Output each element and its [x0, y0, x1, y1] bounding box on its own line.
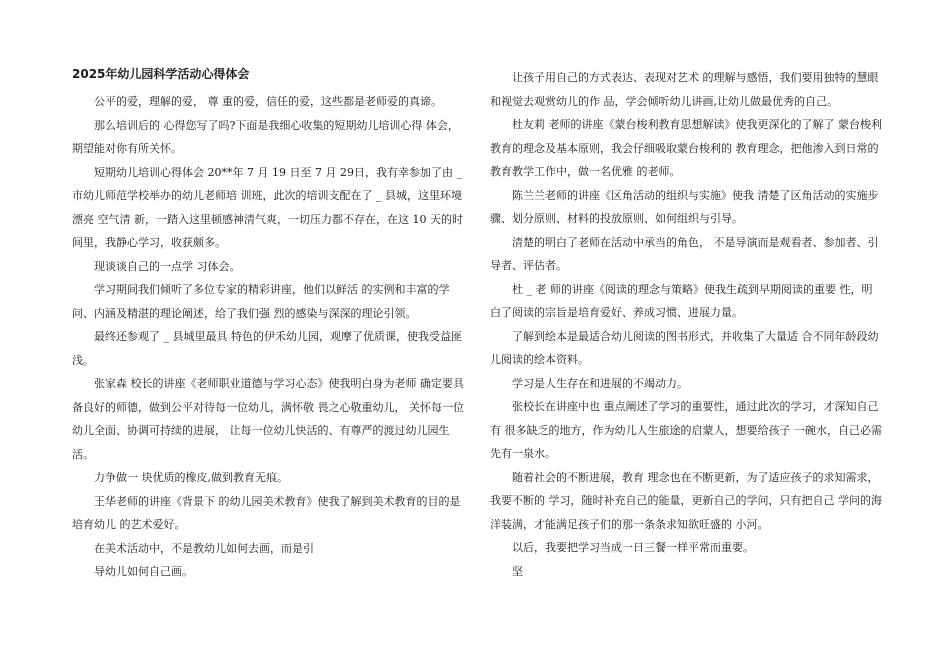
- left-paragraphs: [72, 90, 464, 584]
- paragraph: 清楚的明白了老师在活动中承当的角色， 不是导演而是观看者、参加者、引导者、评估者。: [490, 235, 879, 272]
- paragraph: 在美术活动中，不是教幼儿如何去画，而是引: [94, 541, 314, 555]
- paragraph: 王华老师的讲座《背景下 的幼儿园美术教育》使我了解到美术教育的目的是培育幼儿 的艺术爱好。: [72, 494, 461, 531]
- paragraph: 让孩子用自己的方式表达、表现对艺术 的理解与感悟，我们要用独特的慧眼和视觉去观赏幼儿的作 品，学会倾听幼儿讲画,让幼儿做最优秀的自己。: [490, 71, 879, 108]
- paragraph: 导幼儿如何自己画。: [94, 565, 193, 578]
- paragraph: 随着社会的不断进展，教育 理念也在不断更新，为了适应孩子的求知需求，我要不断的 学习，随时补充自己的能量，更新自己的学问，只有把自己 学问的海洋装满，才能满足孩子们的那一条条求知欲旺盛的 小河。: [490, 470, 882, 531]
- paragraph: 杜友莉 老师的讲座《蒙台梭利教育思想解读》使我更深化的了解了 蒙台梭利教育的理念及基本原则，我会仔细吸取蒙台梭利的 教育理念，把他渗入到日常的教育教学工作中，做一名优雅 的老师。: [490, 118, 882, 178]
- right-paragraphs: [490, 66, 882, 583]
- paragraph: 张家森 校长的讲座《老师职业道德与学习心态》使我明白身为老师 确定要具备良好的师德，做到公平对待每一位幼儿，满怀敬 畏之心敬重幼儿， 关怀每一位幼儿全面、协调可持续的进展， 让每一位幼儿快活的、有尊严的渡过幼儿园生活。: [72, 377, 464, 461]
- paragraph: 坚: [512, 564, 523, 578]
- paragraph: 陈兰兰老师的讲座《区角活动的组织与实施》使我 清楚了区角活动的实施步骤、划分原则、材料的投放原则、如何组织与引导。: [490, 188, 879, 225]
- document-title: 2025年幼儿园科学活动心得体会: [72, 67, 250, 81]
- left-column: [72, 66, 464, 584]
- paragraph: 学习期间我们倾听了多位专家的精彩讲座，他们以鲜活 的实例和丰富的学问、内涵及精湛的理论阐述，给了我们强 烈的感染与深深的理论引领。: [72, 283, 450, 320]
- paragraph: 杜 _ 老 师的讲座《阅读的理念与策略》使我生疏到早期阅读的重要 性，明白了阅读的宗旨是培育爱好、养成习惯、进展力量。: [490, 282, 873, 319]
- paragraph: 现谈谈自己的一点学 习体会。: [94, 259, 241, 273]
- paragraph: 学习是人生存在和进展的不竭动力。: [512, 376, 688, 390]
- paragraph: 了解到绘本是最适合幼儿阅读的图书形式，并收集了大量适 合不同年龄段幼儿阅读的绘本资料。: [490, 329, 879, 366]
- paragraph: 以后，我要把学习当成一日三餐一样平常而重要。: [512, 541, 754, 554]
- paragraph: 最终还参观了 _ 县城里最具 特色的伊禾幼儿园，观摩了优质课，使我受益匪浅。: [72, 330, 462, 367]
- paragraph: 短期幼儿培训心得体会 20**年 7 月 19 日至 7 月 29日，我有幸参加了由 _ 市幼儿师范学校举办的幼儿老师培 训班，此次的培训支配在了 _ 县城，这里环境漂亮 空气清 新，一踏入这里顿感神清气爽，一切压力都不存在，在这 10 天的时间里，我静心学习，收获颇多。: [72, 165, 463, 249]
- paragraph: 公平的爱，理解的爱， 尊 重的爱，信任的爱，这些都是老师爱的真谛。: [94, 95, 442, 108]
- paragraph: 那么培训后的 心得您写了吗?下面是我细心收集的短期幼儿培训心得 体会，期望能对你有所关怀。: [72, 118, 459, 155]
- paragraph: 张校长在讲座中也 重点阐述了学习的重要性，通过此次的学习，才深知自己有 很多缺乏的地方，作为幼儿人生旅途的启蒙人，想要给孩子 一碗水，自己必需先有一泉水。: [490, 400, 882, 460]
- right-column: [490, 66, 882, 583]
- paragraph: 力争做一 块优质的橡皮,做到教育无痕。: [94, 471, 288, 484]
